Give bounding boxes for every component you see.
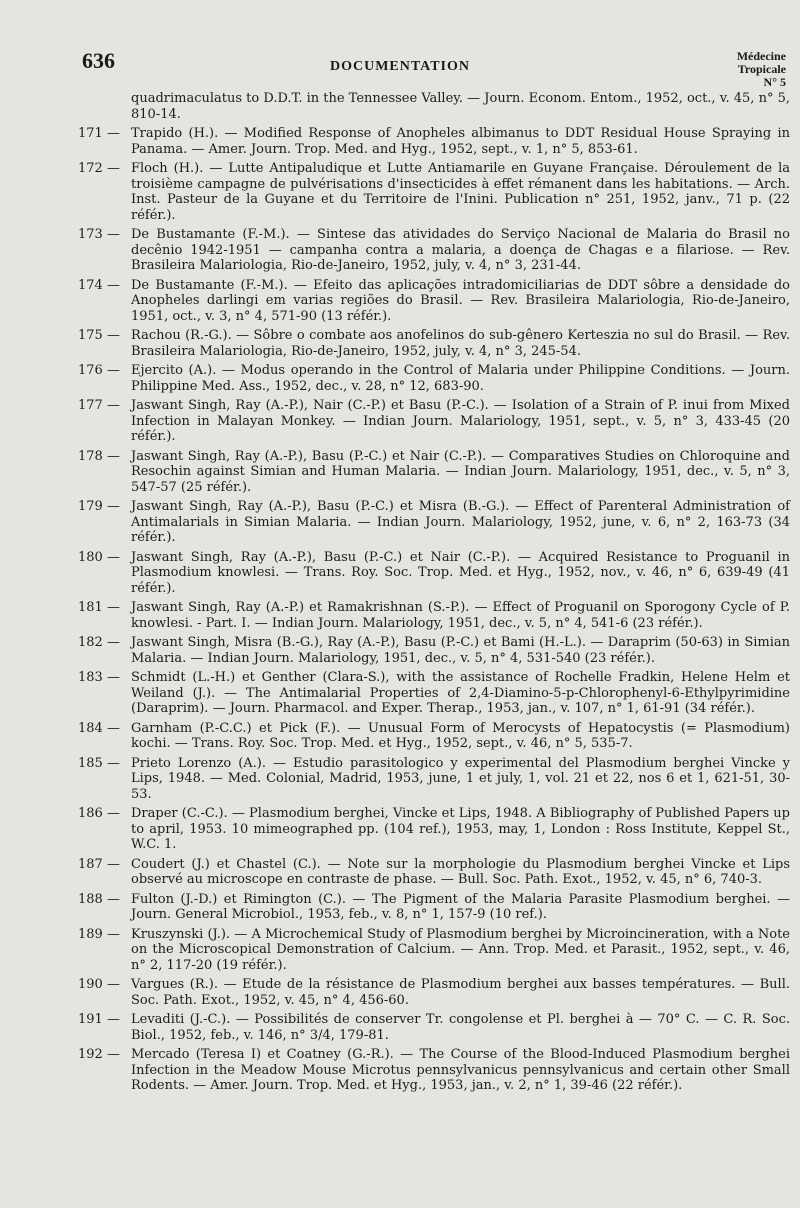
entry-text: Trapido (H.). — Modified Response of Anopheles albimanus to DDT Residual House Spraying in Panama. — Amer. Journ. Trop. Med. and Hyg., 1952, sept., v. 1, n° 5, 853-61. (131, 126, 790, 157)
entry-text: Fulton (J.-D.) et Rimington (C.). — The Pigment of the Malaria Parasite Plasmodium berghei. — Journ. General Microbiol., 1953, feb., v. 8, n° 1, 157-9 (10 ref.). (131, 891, 790, 922)
entry-number: 178 — (78, 448, 120, 464)
entry-text: Jaswant Singh, Misra (B.-G.), Ray (A.-P.), Basu (P.-C.) et Bami (H.-L.). — Daraprim (50-63) in Simian Malaria. — Indian Journ. Malariology, 1951, dec., v. 5, n° 4, 531-540 (23 référ.). (131, 635, 790, 666)
bibliography-entry (78, 161, 790, 223)
bibliography-entry (78, 328, 790, 359)
entry-text: Jaswant Singh, Ray (A.-P.), Nair (C.-P.) et Basu (P.-C.). — Isolation of a Strain of P. inui from Mixed Infection in Malayan Monkey. — Indian Journ. Malariology, 1951, sept., v. 5, n° 3, 433-45 (20 référ.). (131, 398, 790, 444)
running-head: DOCUMENTATION (329, 59, 471, 74)
entry-number: 172 — (78, 161, 120, 176)
entry-text: quadrimaculatus to D.D.T. in the Tennessee Valley. — Journ. Econom. Entom., 1952, oct., v. 45, n° 5, 810-14. (131, 91, 790, 122)
bibliography-entry (78, 227, 790, 274)
entry-number: 173 — (78, 227, 120, 242)
entry-text: Jaswant Singh, Ray (A.-P.), Basu (P.-C.) et Misra (B.-G.). — Effect of Parenteral Administration of Antimalarials in Simian Malaria. — Indian Journ. Malariology, 1952, june, v. 6, n° 2, 163-73 (34 référ.). (131, 499, 790, 545)
entry-number: 183 — (78, 670, 120, 685)
entry-text: Levaditi (J.-C.). — Possibilités de conserver Tr. congolense et Pl. berghei à — 70° C. — C. R. Soc. Biol., 1952, feb., v. 146, n° 3/4, 179-81. (131, 1012, 790, 1043)
bibliography-entry (78, 892, 790, 923)
bibliography-entry (78, 499, 790, 546)
entry-number: 190 — (78, 977, 120, 992)
journal-tag (737, 50, 786, 89)
entry-text: De Bustamante (F.-M.). — Efeito das aplicações intradomiciliarias de DDT sôbre a densidade do Anopheles darlingi em varias regiões do Brasil. — Rev. Brasileira Malariologia, Rio-de-Janeiro, 1951, oct., v. 3, n° 4, 571-90 (13 référ.). (131, 277, 790, 324)
entry-number: 187 — (78, 856, 120, 872)
journal-tag-line: Médecine (736, 49, 786, 63)
entry-number: 177 — (78, 398, 120, 413)
entry-number: 182 — (78, 635, 120, 650)
entry-text: Garnham (P.-C.C.) et Pick (F.). — Unusual Form of Merocysts of Hepatocystis (= Plasmodium) kochi. — Trans. Roy. Soc. Trop. Med. et Hyg., 1952, sept., v. 46, n° 5, 535-7. (131, 720, 790, 751)
bibliography-entry (78, 670, 790, 717)
entry-number: 175 — (78, 328, 120, 343)
entry-number: 179 — (78, 499, 120, 514)
entry-number: 174 — (78, 277, 120, 293)
bibliography-entry (78, 635, 790, 666)
entry-number: 181 — (78, 600, 120, 615)
entry-number: 188 — (78, 891, 120, 907)
entry-number: 185 — (78, 755, 120, 771)
bibliography-entry (78, 1047, 790, 1094)
journal-tag-line: N° 5 (763, 75, 786, 89)
entry-number: 191 — (78, 1012, 120, 1027)
entry-number: 189 — (78, 926, 120, 942)
bibliography-entry (78, 91, 790, 122)
entry-text: Kruszynski (J.). — A Microchemical Study of Plasmodium berghei by Microincineration, with a Note on the Microscopical Demonstration of Calcium. — Ann. Trop. Med. et Parasit., 1952, sept., v. 46, n° 2, 117-20 (19 référ.). (131, 926, 790, 973)
bibliography-entry (78, 278, 790, 325)
entry-text: De Bustamante (F.-M.). — Sintese das atividades do Serviço Nacional de Malaria do Brasil no decênio 1942-1951 — campanha contra a malaria, a doença de Chagas e a filariose. — Rev. Brasileira Malariologia, Rio-de-Janeiro, 1952, july, v. 4, n° 3, 231-44. (131, 227, 790, 273)
entry-text: Draper (C.-C.). — Plasmodium berghei, Vincke et Lips, 1948. A Bibliography of Published Papers up to april, 1953. 10 mimeographed pp. (104 ref.), 1953, may, 1, London : Ross Institute, Keppel St., W.C. 1. (131, 806, 790, 852)
entry-text: Ejercito (A.). — Modus operando in the Control of Malaria under Philippine Conditions. — Journ. Philippine Med. Ass., 1952, dec., v. 28, n° 12, 683-90. (131, 363, 790, 394)
entry-number: 192 — (78, 1047, 120, 1062)
entry-text: Rachou (R.-G.). — Sôbre o combate aos anofelinos do sub-gênero Kerteszia no sul do Brasil. — Rev. Brasileira Malariologia, Rio-de-Janeiro, 1952, july, v. 4, n° 3, 245-54. (131, 328, 790, 359)
bibliography-entry (78, 1012, 790, 1043)
entry-text: Vargues (R.). — Etude de la résistance de Plasmodium berghei aux basses températures. — Bull. Soc. Path. Exot., 1952, v. 45, n° 4, 456-60. (131, 977, 790, 1008)
entry-text: Jaswant Singh, Ray (A.-P.), Basu (P.-C.) et Nair (C.-P.). — Acquired Resistance to Proguanil in Plasmodium knowlesi. — Trans. Roy. Soc. Trop. Med. et Hyg., 1952, nov., v. 46, n° 6, 639-49 (41 référ.). (131, 549, 790, 596)
bibliography-entry (78, 363, 790, 394)
bibliography-entry (78, 550, 790, 597)
entry-number: 176 — (78, 363, 120, 378)
bibliography-entry (78, 857, 790, 888)
entry-number: 180 — (78, 549, 120, 565)
entry-text: Floch (H.). — Lutte Antipaludique et Lutte Antiamarile en Guyane Française. Déroulement de la troisième campagne de pulvérisations d'insecticides à effet rémanent dans les habitations. — Arch. Inst. Pasteur de la Guyane et du Territoire de l'Inini. Publication n° 251, 1952, janv., 71 p. (22 référ.). (131, 161, 790, 223)
page-number: 636 (82, 48, 115, 73)
entry-text: Prieto Lorenzo (A.). — Estudio parasitologico y experimental del Plasmodium berghei Vincke y Lips, 1948. — Med. Colonial, Madrid, 1953, june, 1 et july, 1, vol. 21 et 22, nos 6 et 1, 621-51, 30-53. (131, 755, 790, 802)
bibliography-entry (78, 126, 790, 157)
bibliography-entry (78, 927, 790, 974)
entry-number: 186 — (78, 806, 120, 821)
entry-text: Jaswant Singh, Ray (A.-P.), Basu (P.-C.) et Nair (C.-P.). — Comparatives Studies on Chloroquine and Resochin against Simian and Human Malaria. — Indian Journ. Malariology, 1951, dec., v. 5, n° 3, 547-57 (25 référ.). (131, 448, 790, 495)
entry-number: 184 — (78, 720, 120, 736)
bibliography-entry (78, 398, 790, 445)
bibliography-entry (78, 806, 790, 853)
bibliography-entry (78, 977, 790, 1008)
bibliography-entry (78, 756, 790, 803)
entry-text: Jaswant Singh, Ray (A.-P.) et Ramakrishnan (S.-P.). — Effect of Proguanil on Sporogony Cycle of P. knowlesi. - Part. I. — Indian Journ. Malariology, 1951, dec., v. 5, n° 4, 541-6 (23 référ.). (131, 600, 790, 631)
entry-number: 171 — (78, 126, 120, 141)
bibliography-entry (78, 449, 790, 496)
entry-text: Schmidt (L.-H.) et Genther (Clara-S.), with the assistance of Rochelle Fradkin, Helene Helm et Weiland (J.). — The Antimalarial Properties of 2,4-Diamino-5-p-Chlorophenyl-6-Ethylpyrimidine (Daraprim). — Journ. Pharmacol. and Exper. Therap., 1953, jan., v. 107, n° 1, 61-91 (34 référ.). (131, 670, 790, 716)
entry-text: Coudert (J.) et Chastel (C.). — Note sur la morphologie du Plasmodium berghei Vincke et Lips observé au microscope en contraste de phase. — Bull. Soc. Path. Exot., 1952, v. 45, n° 6, 740-3. (131, 856, 790, 887)
bibliography-entry (78, 600, 790, 631)
bibliography-entry (78, 721, 790, 752)
entry-text: Mercado (Teresa I) et Coatney (G.-R.). — The Course of the Blood-Induced Plasmodium berghei Infection in the Meadow Mouse Microtus pennsylvanicus pennsylvanicus and certain other Small Rodents. — Amer. Journ. Trop. Med. et Hyg., 1953, jan., v. 2, n° 1, 39-46 (22 référ.). (131, 1047, 790, 1093)
journal-tag-line: Tropicale (737, 62, 786, 76)
bibliography-list (78, 91, 790, 1098)
